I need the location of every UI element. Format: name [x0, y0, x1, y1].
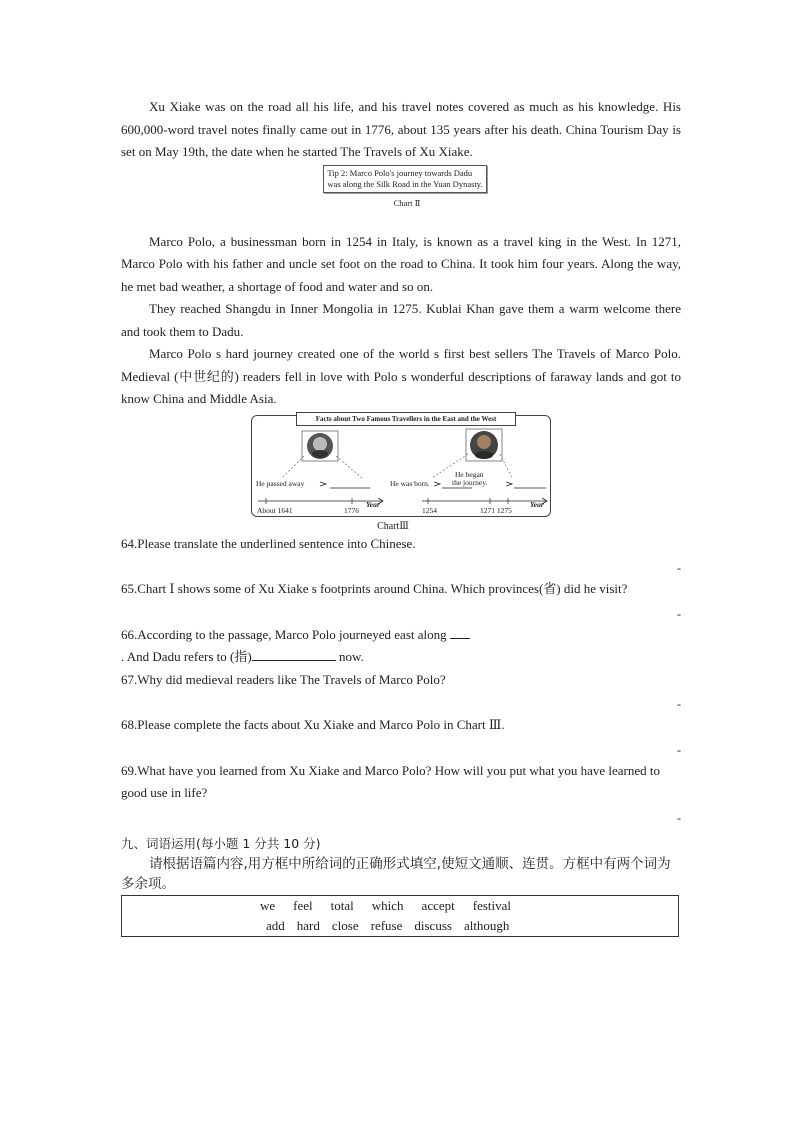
word-bank-item: close	[331, 917, 359, 933]
word-bank-box	[121, 895, 679, 937]
word-bank-item: accept	[421, 897, 455, 913]
section-9-instruction: 请根据语篇内容,用方框中所给词的正确形式填空,使短文通顺、连贯。方框中有两个词为多余项。	[121, 855, 671, 892]
question-67: 67.Why did medieval readers like The Travels of Marco Polo?	[121, 671, 446, 687]
word-bank-item: refuse	[370, 917, 403, 933]
word-bank-item: we	[260, 897, 276, 913]
question-69: 69.What have you learned from Xu Xiake and Marco Polo? How will you put what you have learned to good use in life?	[121, 762, 660, 800]
right-event-label-2: the journey.	[452, 477, 488, 487]
question-66-part-c: now.	[338, 649, 364, 664]
right-event-label-1: He began	[455, 469, 484, 479]
question-66	[121, 624, 681, 647]
word-bank-item: hard	[296, 917, 320, 933]
word-bank-row-1	[122, 896, 678, 916]
right-axis-label: Year	[530, 499, 544, 509]
left-event-label: He passed away	[256, 478, 305, 488]
question-66-part-a: 66.According to the passage, Marco Polo journeyed east along	[121, 626, 447, 642]
question-68: 68.Please complete the facts about Xu Xiake and Marco Polo in Chart Ⅲ.	[121, 717, 505, 732]
paragraph-xu-xiake: Xu Xiake was on the road all his life, and his travel notes covered as much as his knowledge. His 600,000-word travel notes finally came out in 1776, about 135 years after his death. China Tourism Day is set on May 19th, the date when he started The Travels of Xu Xiake.	[121, 99, 681, 159]
tip-line-2: was along the Silk Road in the Yuan Dynasty.	[327, 178, 483, 189]
chart-3-title: Facts about Two Famous Travellers in the East and the West	[296, 412, 516, 426]
tip-line-1: Tip 2: Marco Polo's journey towards Dadu	[327, 167, 473, 178]
question-64: 64.Please translate the underlined sentence into Chinese.	[121, 535, 416, 551]
word-bank-item: total	[330, 897, 354, 913]
answer-blank-66b[interactable]	[252, 648, 336, 661]
paragraph-travels-book: Marco Polo s hard journey created one of the world s first best sellers The Travels of Marco Polo. Medieval (中世纪的) readers fell in love with Polo s wonderful descriptions of faraway lands and got to know China and Middle Asia.	[121, 346, 681, 406]
paragraph-marco-polo: Marco Polo, a businessman born in 1254 in Italy, is known as a travel king in the West. In 1271, Marco Polo with his father and uncle set foot on the road to China. It took him four years. Along the way, he met bad weather, a shortage of food and water and so on.	[121, 233, 681, 294]
answer-line-65[interactable]: -	[677, 606, 681, 621]
word-bank-item: although	[463, 917, 510, 933]
question-65: 65.Chart Ⅰ shows some of Xu Xiake s footprints around China. Which provinces(省) did he visit?	[121, 581, 628, 596]
right-tick-1: 1254	[422, 505, 437, 515]
left-tick-2: 1776	[344, 505, 359, 515]
chart-3-caption: ChartⅢ	[377, 520, 409, 532]
word-bank-item: festival	[472, 897, 512, 913]
answer-blank-66a[interactable]	[450, 626, 470, 639]
document-page	[121, 96, 681, 937]
word-bank-row-2	[122, 916, 678, 936]
chart-3-timeline	[251, 415, 551, 517]
answer-line-64[interactable]: -	[677, 561, 681, 575]
question-66-part-b: . And Dadu refers to (指)	[121, 649, 252, 664]
word-bank-item: add	[266, 917, 285, 933]
question-66-continued	[121, 646, 681, 669]
word-bank-item: which	[371, 897, 404, 913]
right-tick-2: 1271 1275	[480, 505, 512, 515]
answer-line-67[interactable]: -	[677, 697, 681, 711]
timeline-graphics	[252, 416, 550, 516]
tip-box	[323, 165, 486, 193]
paragraph-shangdu: They reached Shangdu in Inner Mongolia in 1275. Kublai Khan gave them a warm welcome there and took them to Dadu.	[121, 301, 681, 339]
mid-event-label: He was born.	[390, 478, 430, 488]
answer-line-69[interactable]: -	[677, 810, 681, 825]
answer-line-68[interactable]: -	[677, 742, 681, 757]
left-axis-label: Year	[366, 499, 380, 509]
chart-2-caption: Chart Ⅱ	[393, 197, 421, 208]
section-9-heading: 九、词语运用(每小题 1 分共 10 分)	[121, 835, 321, 851]
word-bank-item: discuss	[414, 917, 452, 933]
left-tick-1: About 1641	[257, 505, 293, 515]
chart-2	[121, 165, 681, 209]
word-bank-item: feel	[293, 897, 313, 913]
